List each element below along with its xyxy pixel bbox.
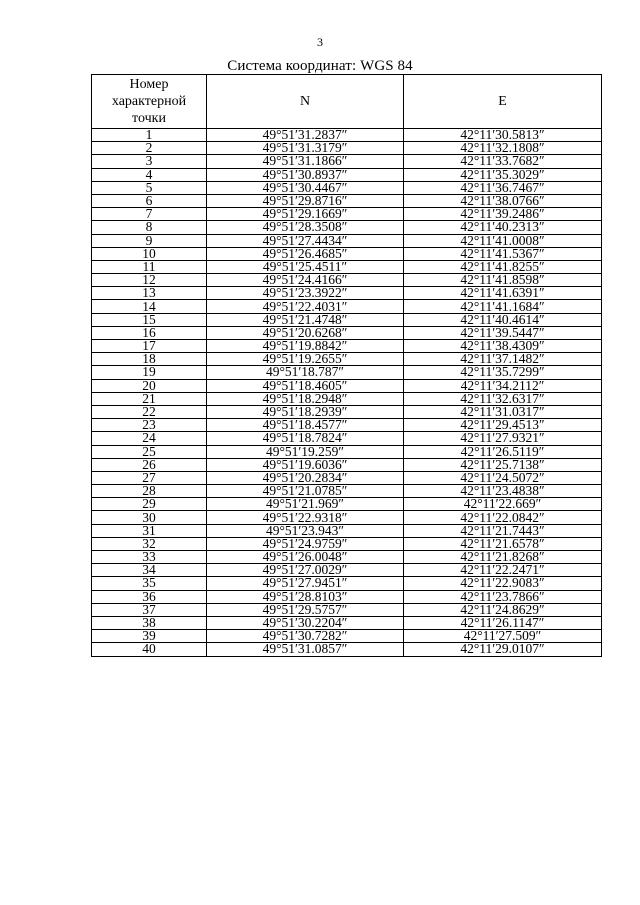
table-row <box>92 142 602 155</box>
point-number-cell: 2 <box>92 142 207 155</box>
point-number-cell: 36 <box>92 590 207 603</box>
table-row <box>92 208 602 221</box>
n-coordinate-cell: 49°51′27.4434″ <box>207 234 404 247</box>
e-coordinate-cell: 42°11′26.1147″ <box>404 616 602 629</box>
table-row <box>92 326 602 339</box>
e-coordinate-cell: 42°11′24.8629″ <box>404 603 602 616</box>
table-row <box>92 181 602 194</box>
point-number-cell: 25 <box>92 445 207 458</box>
n-coordinate-cell: 49°51′25.4511″ <box>207 260 404 273</box>
point-number-cell: 17 <box>92 340 207 353</box>
point-number-cell: 26 <box>92 458 207 471</box>
e-coordinate-cell: 42°11′32.1808″ <box>404 142 602 155</box>
n-coordinate-cell: 49°51′27.9451″ <box>207 577 404 590</box>
e-coordinate-cell: 42°11′37.1482″ <box>404 353 602 366</box>
n-coordinate-cell: 49°51′24.4166″ <box>207 274 404 287</box>
n-coordinate-cell: 49°51′23.943″ <box>207 524 404 537</box>
point-number-cell: 20 <box>92 379 207 392</box>
table-row <box>92 129 602 142</box>
point-number-cell: 22 <box>92 405 207 418</box>
e-coordinate-cell: 42°11′40.4614″ <box>404 313 602 326</box>
n-coordinate-cell: 49°51′30.4467″ <box>207 181 404 194</box>
n-coordinate-cell: 49°51′24.9759″ <box>207 537 404 550</box>
n-coordinate-cell: 49°51′19.6036″ <box>207 458 404 471</box>
n-coordinate-cell: 49°51′19.2655″ <box>207 353 404 366</box>
e-coordinate-cell: 42°11′27.509″ <box>404 630 602 643</box>
table-row <box>92 313 602 326</box>
n-coordinate-cell: 49°51′21.4748″ <box>207 313 404 326</box>
n-coordinate-cell: 49°51′30.2204″ <box>207 616 404 629</box>
table-row <box>92 247 602 260</box>
point-number-cell: 31 <box>92 524 207 537</box>
point-number-cell: 37 <box>92 603 207 616</box>
e-coordinate-cell: 42°11′30.5813″ <box>404 129 602 142</box>
table-row <box>92 537 602 550</box>
e-coordinate-cell: 42°11′29.0107″ <box>404 643 602 656</box>
point-number-cell: 14 <box>92 300 207 313</box>
table-row <box>92 616 602 629</box>
e-coordinate-cell: 42°11′40.2313″ <box>404 221 602 234</box>
point-number-cell: 27 <box>92 471 207 484</box>
n-coordinate-cell: 49°51′18.2948″ <box>207 392 404 405</box>
page-number: 3 <box>317 35 323 49</box>
n-coordinate-cell: 49°51′30.8937″ <box>207 168 404 181</box>
n-coordinate-cell: 49°51′22.4031″ <box>207 300 404 313</box>
e-coordinate-cell: 42°11′24.5072″ <box>404 471 602 484</box>
n-coordinate-cell: 49°51′29.8716″ <box>207 194 404 207</box>
n-coordinate-cell: 49°51′31.3179″ <box>207 142 404 155</box>
e-coordinate-cell: 42°11′32.6317″ <box>404 392 602 405</box>
e-coordinate-cell: 42°11′33.7682″ <box>404 155 602 168</box>
header-row <box>92 75 602 129</box>
table-row <box>92 353 602 366</box>
point-number-cell: 21 <box>92 392 207 405</box>
header-point-line: характерной <box>111 94 187 109</box>
header-point-line: точки <box>132 111 166 126</box>
table-row <box>92 155 602 168</box>
n-coordinate-cell: 49°51′19.8842″ <box>207 340 404 353</box>
n-coordinate-cell: 49°51′18.7824″ <box>207 432 404 445</box>
table-row <box>92 511 602 524</box>
table-row <box>92 458 602 471</box>
point-number-cell: 6 <box>92 194 207 207</box>
coordinates-table <box>91 74 602 657</box>
table-row <box>92 551 602 564</box>
point-number-cell: 16 <box>92 326 207 339</box>
table-row <box>92 287 602 300</box>
e-coordinate-cell: 42°11′22.2471″ <box>404 564 602 577</box>
n-coordinate-cell: 49°51′28.8103″ <box>207 590 404 603</box>
point-number-cell: 1 <box>92 129 207 142</box>
header-e: E <box>404 75 602 129</box>
n-coordinate-cell: 49°51′31.2837″ <box>207 129 404 142</box>
e-coordinate-cell: 42°11′22.9083″ <box>404 577 602 590</box>
n-coordinate-cell: 49°51′31.1866″ <box>207 155 404 168</box>
e-coordinate-cell: 42°11′41.8598″ <box>404 274 602 287</box>
n-coordinate-cell: 49°51′26.4685″ <box>207 247 404 260</box>
n-coordinate-cell: 49°51′27.0029″ <box>207 564 404 577</box>
point-number-cell: 34 <box>92 564 207 577</box>
point-number-cell: 13 <box>92 287 207 300</box>
table-row <box>92 577 602 590</box>
n-coordinate-cell: 49°51′21.0785″ <box>207 485 404 498</box>
e-coordinate-cell: 42°11′39.5447″ <box>404 326 602 339</box>
point-number-cell: 3 <box>92 155 207 168</box>
e-coordinate-cell: 42°11′21.7443″ <box>404 524 602 537</box>
e-coordinate-cell: 42°11′29.4513″ <box>404 419 602 432</box>
table-title: Система координат: WGS 84 <box>227 58 413 74</box>
table-row <box>92 300 602 313</box>
point-number-cell: 8 <box>92 221 207 234</box>
point-number-cell: 40 <box>92 643 207 656</box>
e-coordinate-cell: 42°11′23.4838″ <box>404 485 602 498</box>
point-number-cell: 4 <box>92 168 207 181</box>
e-coordinate-cell: 42°11′21.6578″ <box>404 537 602 550</box>
table-row <box>92 274 602 287</box>
e-coordinate-cell: 42°11′35.7299″ <box>404 366 602 379</box>
table-row <box>92 168 602 181</box>
n-coordinate-cell: 49°51′29.1669″ <box>207 208 404 221</box>
table-row <box>92 392 602 405</box>
table-body <box>92 129 602 657</box>
table-row <box>92 524 602 537</box>
n-coordinate-cell: 49°51′18.4577″ <box>207 419 404 432</box>
n-coordinate-cell: 49°51′21.969″ <box>207 498 404 511</box>
e-coordinate-cell: 42°11′39.2486″ <box>404 208 602 221</box>
table-row <box>92 590 602 603</box>
n-coordinate-cell: 49°51′30.7282″ <box>207 630 404 643</box>
header-point-line: Номер <box>129 77 169 92</box>
table-row <box>92 340 602 353</box>
point-number-cell: 23 <box>92 419 207 432</box>
e-coordinate-cell: 42°11′41.1684″ <box>404 300 602 313</box>
point-number-cell: 28 <box>92 485 207 498</box>
table-row <box>92 643 602 656</box>
e-coordinate-cell: 42°11′38.4309″ <box>404 340 602 353</box>
e-coordinate-cell: 42°11′31.0317″ <box>404 405 602 418</box>
e-coordinate-cell: 42°11′38.0766″ <box>404 194 602 207</box>
point-number-cell: 18 <box>92 353 207 366</box>
table-row <box>92 366 602 379</box>
table-row <box>92 221 602 234</box>
point-number-cell: 29 <box>92 498 207 511</box>
table-row <box>92 630 602 643</box>
e-coordinate-cell: 42°11′36.7467″ <box>404 181 602 194</box>
point-number-cell: 32 <box>92 537 207 550</box>
point-number-cell: 38 <box>92 616 207 629</box>
table-row <box>92 234 602 247</box>
e-coordinate-cell: 42°11′41.0008″ <box>404 234 602 247</box>
table-row <box>92 194 602 207</box>
table-row <box>92 445 602 458</box>
point-number-cell: 7 <box>92 208 207 221</box>
n-coordinate-cell: 49°51′20.2834″ <box>207 471 404 484</box>
n-coordinate-cell: 49°51′31.0857″ <box>207 643 404 656</box>
point-number-cell: 9 <box>92 234 207 247</box>
point-number-cell: 5 <box>92 181 207 194</box>
e-coordinate-cell: 42°11′41.8255″ <box>404 260 602 273</box>
table-row <box>92 260 602 273</box>
n-coordinate-cell: 49°51′18.787″ <box>207 366 404 379</box>
point-number-cell: 12 <box>92 274 207 287</box>
point-number-cell: 33 <box>92 551 207 564</box>
header-n: N <box>207 75 404 129</box>
point-number-cell: 19 <box>92 366 207 379</box>
e-coordinate-cell: 42°11′35.3029″ <box>404 168 602 181</box>
n-coordinate-cell: 49°51′20.6268″ <box>207 326 404 339</box>
table-row <box>92 564 602 577</box>
e-coordinate-cell: 42°11′22.0842″ <box>404 511 602 524</box>
header-point-number <box>92 75 207 129</box>
e-coordinate-cell: 42°11′23.7866″ <box>404 590 602 603</box>
n-coordinate-cell: 49°51′23.3922″ <box>207 287 404 300</box>
table-row <box>92 405 602 418</box>
point-number-cell: 30 <box>92 511 207 524</box>
e-coordinate-cell: 42°11′25.7138″ <box>404 458 602 471</box>
point-number-cell: 35 <box>92 577 207 590</box>
n-coordinate-cell: 49°51′22.9318″ <box>207 511 404 524</box>
e-coordinate-cell: 42°11′27.9321″ <box>404 432 602 445</box>
n-coordinate-cell: 49°51′26.0048″ <box>207 551 404 564</box>
n-coordinate-cell: 49°51′18.4605″ <box>207 379 404 392</box>
table-row <box>92 603 602 616</box>
e-coordinate-cell: 42°11′41.6391″ <box>404 287 602 300</box>
e-coordinate-cell: 42°11′34.2112″ <box>404 379 602 392</box>
n-coordinate-cell: 49°51′28.3508″ <box>207 221 404 234</box>
point-number-cell: 24 <box>92 432 207 445</box>
e-coordinate-cell: 42°11′41.5367″ <box>404 247 602 260</box>
point-number-cell: 39 <box>92 630 207 643</box>
table-row <box>92 485 602 498</box>
point-number-cell: 11 <box>92 260 207 273</box>
point-number-cell: 10 <box>92 247 207 260</box>
e-coordinate-cell: 42°11′26.5119″ <box>404 445 602 458</box>
n-coordinate-cell: 49°51′18.2939″ <box>207 405 404 418</box>
table-row <box>92 498 602 511</box>
n-coordinate-cell: 49°51′29.5757″ <box>207 603 404 616</box>
table-row <box>92 379 602 392</box>
e-coordinate-cell: 42°11′22.669″ <box>404 498 602 511</box>
point-number-cell: 15 <box>92 313 207 326</box>
table-row <box>92 471 602 484</box>
n-coordinate-cell: 49°51′19.259″ <box>207 445 404 458</box>
table-row <box>92 419 602 432</box>
table-row <box>92 432 602 445</box>
e-coordinate-cell: 42°11′21.8268″ <box>404 551 602 564</box>
